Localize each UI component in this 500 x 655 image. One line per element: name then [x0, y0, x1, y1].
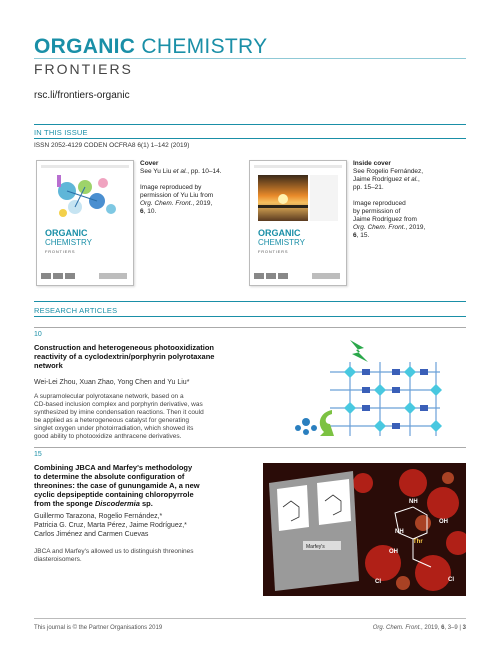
green-arrow-icon: [320, 410, 334, 436]
gunungamide-graphic: [263, 463, 466, 596]
article-2-graphical-abstract: [263, 463, 466, 596]
cover-artwork: [37, 161, 133, 285]
front-cover-caption: [140, 160, 235, 216]
inside-cover-credit: Image reproduced by permission of Jaime Rodríguez from Org. Chem. Front., 2019, 6, 15.: [353, 200, 426, 239]
svg-text:Thr: Thr: [413, 539, 423, 545]
article-2-title[interactable]: Combining JBCA and Marfey's methodology to determine the absolute configuration of threonines: the case of gunungamide A, a new cyclic depsipeptide containing chloropyrrole from the sponge Discodermia sp.: [34, 463, 200, 508]
research-articles-heading: RESEARCH ARTICLES: [34, 306, 118, 315]
issn-line: ISSN 2052-4129 CODEN OCFRA8 6(1) 1–142 (2019): [34, 142, 190, 149]
journal-title: ORGANIC CHEMISTRY: [34, 35, 268, 58]
inside-cover-caption: [353, 160, 463, 240]
journal-url[interactable]: rsc.li/frontiers-organic: [34, 90, 130, 101]
front-cover-credit: Image reproduced by permission of Yu Liu from Org. Chem. Front., 2019, 6, 10.: [140, 184, 214, 215]
svg-text:OH: OH: [439, 519, 448, 525]
svg-text:Cl: Cl: [375, 579, 381, 585]
in-this-issue-heading: IN THIS ISSUE: [34, 128, 88, 137]
research-sub-rule: [34, 316, 466, 317]
article-1-rule: [34, 327, 466, 328]
inside-cover-thumbnail[interactable]: [249, 160, 347, 286]
inside-cover-artwork: [250, 161, 346, 285]
lightning-icon: [350, 340, 368, 362]
inside-cover-heading: Inside cover: [353, 160, 391, 167]
journal-subtitle: FRONTIERS: [34, 61, 133, 77]
svg-text:NH: NH: [409, 499, 418, 505]
masthead-rule: [34, 58, 466, 59]
issue-sub-rule: [34, 138, 466, 139]
svg-text:NH: NH: [395, 529, 404, 535]
svg-text:Cl: Cl: [448, 577, 454, 583]
svg-text:OH: OH: [389, 549, 398, 555]
molecule-icon: [295, 418, 317, 435]
article-2-authors: Guillermo Tarazona, Rogelio Fernández,* Patricia G. Cruz, Marta Pérez, Jaime Rodríguez,* Carlos Jiménez and Carmen Cuevas: [34, 513, 187, 538]
research-top-rule: [34, 301, 466, 302]
article-2-rule: [34, 447, 466, 448]
footer-rule: [34, 618, 466, 619]
inside-cover-word-3: FRONTIERS: [258, 249, 289, 254]
article-1-authors: Wei-Lei Zhou, Xuan Zhao, Yong Chen and Yu Liu*: [34, 379, 190, 386]
article-1-page: 10: [34, 331, 42, 338]
front-cover-heading: Cover: [140, 160, 159, 167]
article-1-graphical-abstract: [290, 332, 466, 444]
article-2-page: 15: [34, 451, 42, 458]
front-cover-reference: See Yu Liu et al., pp. 10–14.: [140, 168, 222, 175]
inside-cover-word-1: ORGANIC: [258, 228, 301, 238]
article-1-abstract: A supramolecular polyrotaxane network, based on a CD-based inclusion complex and porphyrin derivative, was synthesized by imine condensation reactions. Then it could be applied as a heterogeneous catalyst for generating singlet oxygen under photoirradiation, which showed its good ability to photooxidize anthracene derivatives.: [34, 393, 204, 440]
issue-top-rule: [34, 124, 466, 125]
cover-word-1: ORGANIC: [45, 228, 88, 238]
inside-cover-reference: See Rogelio Fernández, Jaime Rodríguez et al., pp. 15–21.: [353, 168, 424, 191]
article-1-title[interactable]: Construction and heterogeneous photooxidization reactivity of a cyclodextrin/porphyrin polyrotaxane network: [34, 343, 215, 370]
cover-word-3: FRONTIERS: [45, 249, 76, 254]
article-2-abstract: JBCA and Marfey's allowed us to distinguish threonines diasteroisomers.: [34, 548, 194, 563]
front-cover-thumbnail[interactable]: [36, 160, 134, 286]
page-number: 3: [462, 625, 466, 631]
inside-cover-word-2: CHEMISTRY: [258, 238, 305, 247]
cover-word-2: CHEMISTRY: [45, 238, 92, 247]
footer-citation: Org. Chem. Front., 2019, 6, 3–9 | 3: [372, 625, 466, 631]
marfey-label: Marfey's: [306, 544, 325, 550]
polyrotaxane-network-graphic: [290, 332, 466, 444]
footer-copyright: This journal is © the Partner Organisations 2019: [34, 625, 163, 631]
